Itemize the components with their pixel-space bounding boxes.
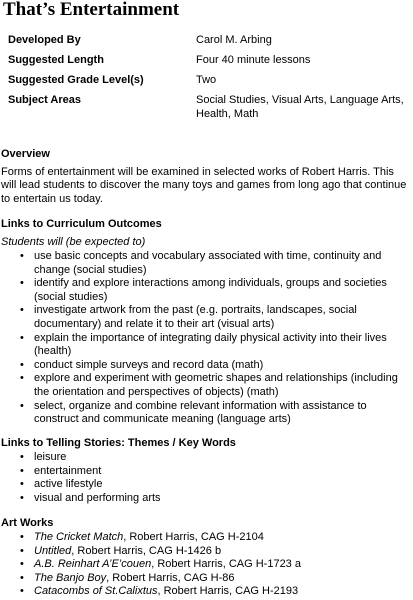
themes-heading: Links to Telling Stories: Themes / Key Words: [1, 437, 236, 449]
list-item: [0, 332, 413, 359]
meta-row-grade-levels: [0, 74, 413, 94]
list-item-text: active lifestyle: [34, 478, 103, 491]
bullet-icon: •: [20, 277, 24, 290]
list-item-text: visual and performing arts: [34, 491, 161, 504]
bullet-icon: •: [20, 250, 24, 262]
list-item: [0, 400, 413, 427]
list-item-text: explain the importance of integrating daily physical activity into their lives (health): [34, 331, 387, 358]
meta-key: Developed By: [8, 34, 81, 46]
artwork-title: The Cricket Match: [34, 531, 124, 543]
meta-value: Carol M. Arbing: [196, 34, 272, 46]
meta-value: Two: [196, 74, 217, 86]
list-item-text: leisure: [34, 451, 67, 463]
list-item: [0, 531, 413, 545]
list-item: [0, 585, 413, 599]
list-item: [0, 545, 413, 559]
list-item: [0, 451, 413, 465]
list-item-text: entertainment: [34, 464, 102, 477]
artwork-title: A.B. Reinhart A’E’couen: [34, 558, 152, 571]
artwork-details: , Robert Harris, CAG H-1426 b: [71, 544, 222, 557]
bullet-icon: •: [20, 478, 24, 491]
artwork-details: , Robert Harris, CAG H-2193: [157, 585, 299, 598]
artwork-title: Catacombs of St.Calixtus: [34, 585, 158, 598]
artwork-details: , Robert Harris, CAG H-86: [106, 571, 235, 584]
meta-key: Subject Areas: [8, 94, 81, 106]
bullet-icon: •: [20, 331, 24, 344]
list-item-text: explore and experiment with geometric shapes and relationships (including the orientation and perspectives of objects) (math): [34, 372, 398, 398]
bullet-icon: •: [20, 451, 24, 463]
list-item-text: select, organize and combine relevant information with assistance to construct and communicate meaning (language arts): [34, 399, 367, 426]
list-item: [0, 478, 413, 492]
list-item-text: identify and explore interactions among individuals, groups and societies (social studies): [34, 277, 387, 303]
bullet-icon: •: [20, 358, 24, 371]
list-item-text: use basic concepts and vocabulary associated with time, continuity and change (social studies): [34, 250, 382, 276]
list-item: [0, 304, 413, 331]
curriculum-heading: Links to Curriculum Outcomes: [1, 218, 162, 230]
list-item: [0, 359, 413, 373]
artwork-details: , Robert Harris, CAG H-1723 a: [151, 558, 301, 571]
page-title: That’s Entertainment: [3, 0, 180, 20]
meta-row-suggested-length: [0, 54, 413, 74]
list-item-text: investigate artwork from the past (e.g. portraits, landscapes, social documentary) and relate it to their art (visual arts): [34, 304, 357, 330]
artwork-title: The Banjo Boy: [34, 571, 107, 584]
themes-list: [0, 451, 413, 505]
meta-key: Suggested Length: [8, 54, 104, 66]
list-item: [0, 492, 413, 506]
overview-text: Forms of entertainment will be examined in selected works of Robert Harris. This will lead students to discover the many toys and games from long ago that continue to entertain us today.: [1, 166, 407, 205]
bullet-icon: •: [20, 372, 24, 385]
meta-value: Social Studies, Visual Arts, Language Arts, Health, Math: [196, 94, 404, 120]
list-item: [0, 372, 413, 399]
list-item: [0, 250, 413, 277]
meta-key: Suggested Grade Level(s): [8, 74, 144, 86]
bullet-icon: •: [20, 464, 24, 477]
artworks-heading: Art Works: [1, 517, 54, 529]
bullet-icon: •: [20, 585, 24, 598]
curriculum-outcomes-list: [0, 250, 413, 427]
artworks-list: [0, 531, 413, 599]
meta-row-developed-by: [0, 34, 413, 54]
artwork-details: , Robert Harris, CAG H-2104: [123, 531, 264, 543]
curriculum-intro: Students will (be expected to): [1, 236, 146, 248]
list-item-text: conduct simple surveys and record data (math): [34, 358, 264, 371]
lesson-details: [0, 34, 413, 124]
artwork-title: Untitled: [34, 544, 72, 557]
meta-row-subject-areas: [0, 94, 413, 124]
list-item: [0, 572, 413, 586]
bullet-icon: •: [20, 558, 24, 571]
bullet-icon: •: [20, 491, 24, 504]
meta-value: Four 40 minute lessons: [196, 54, 311, 66]
list-item: [0, 558, 413, 572]
bullet-icon: •: [20, 304, 24, 317]
bullet-icon: •: [20, 544, 24, 557]
bullet-icon: •: [20, 571, 24, 584]
list-item: [0, 465, 413, 479]
bullet-icon: •: [20, 531, 24, 543]
bullet-icon: •: [20, 399, 24, 412]
overview-heading: Overview: [1, 148, 50, 160]
list-item: [0, 277, 413, 304]
